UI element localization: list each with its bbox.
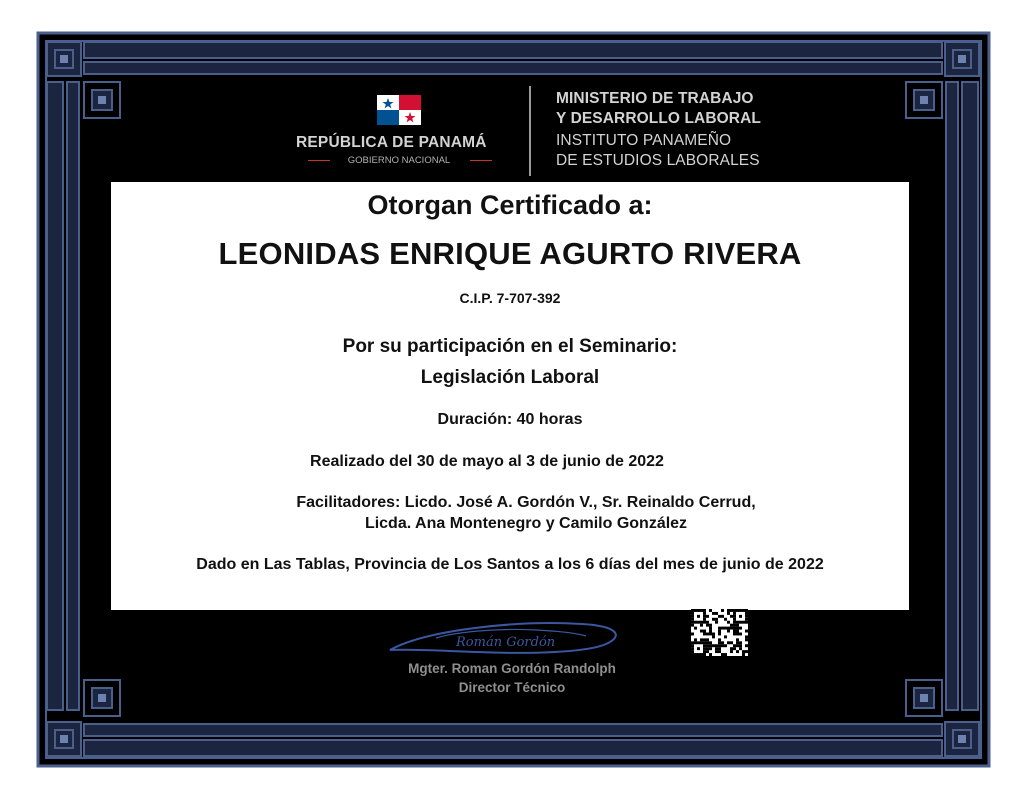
signer-name: Mgter. Roman Gordón Randolph <box>408 661 616 676</box>
facilitators-line-1: Facilitadores: Licdo. José A. Gordón V., Sr. Reinaldo Cerrud, <box>296 494 756 511</box>
facilitators-line-2: Licda. Ana Montenegro y Camilo González <box>364 515 688 532</box>
seminar-title: Legislación Laboral <box>420 367 600 388</box>
country-name: REPÚBLICA DE PANAMÁ <box>296 134 487 151</box>
recipient-id: C.I.P. 7-707-392 <box>459 290 561 306</box>
certificate-heading: Otorgan Certificado a: <box>367 190 653 220</box>
dates-text: Realizado del 30 de mayo al 3 de junio de 2022 <box>310 453 664 470</box>
ministry-line-1: MINISTERIO DE TRABAJO <box>556 90 754 107</box>
qr-code-icon <box>691 609 748 656</box>
panama-flag-icon <box>377 95 421 125</box>
signature-image <box>386 612 622 662</box>
issued-place-date: Dado en Las Tablas, Provincia de Los Santos a los 6 días del mes de junio de 2022 <box>196 556 824 573</box>
government-name: GOBIERNO NACIONAL <box>347 155 451 166</box>
recipient-name: LEONIDAS ENRIQUE AGURTO RIVERA <box>218 236 802 271</box>
signature-handwriting: Román Gordón <box>456 635 556 650</box>
institute-line-2: DE ESTUDIOS LABORALES <box>556 152 760 169</box>
institute-line-1: INSTITUTO PANAMEÑO <box>556 132 732 149</box>
duration-text: Duración: 40 horas <box>437 411 583 428</box>
header-divider <box>529 86 531 176</box>
participation-text: Por su participación en el Seminario: <box>342 336 678 357</box>
signer-title: Director Técnico <box>458 680 566 695</box>
ministry-line-2: Y DESARROLLO LABORAL <box>556 110 761 127</box>
decorative-line-right <box>470 160 492 161</box>
